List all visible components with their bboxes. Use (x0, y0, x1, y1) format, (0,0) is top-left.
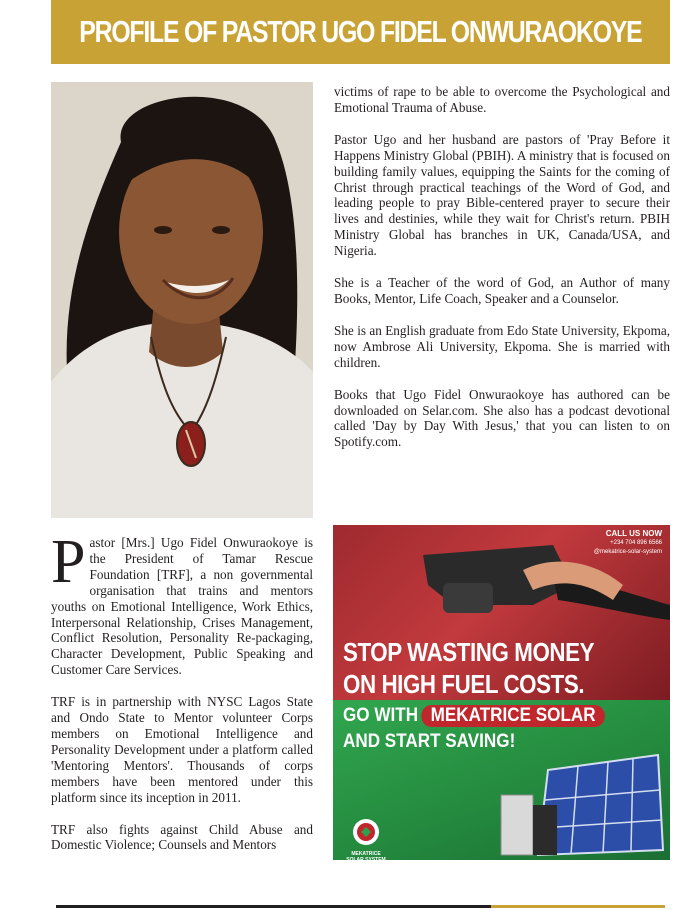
paragraph: Books that Ugo Fidel Onwuraokoye has authored can be downloaded on Selar.com. She also has a podcast devotional called 'Day by Day With Jesus,' that you can listen to on Spotify.com. (334, 386, 670, 450)
call-us-label: CALL US NOW (605, 529, 662, 538)
footer-rule-dark (56, 905, 491, 908)
right-text-column (334, 84, 670, 466)
paragraph: TRF also fights against Child Abuse and Domestic Violence; Counsels and Mentors (51, 821, 313, 853)
intro-text: astor [Mrs.] Ugo Fidel Onwuraokoye is the President of Tamar Rescue Foundation [TRF], a non governmental organisation that trains and mentors youths on Emotional Intelligence, Work Ethics, Interpersonal Relationship, Crises Management, Conflict Resolution, Personality Re-packaging, Character Development, Public Speaking and Customer Care Services. (51, 535, 313, 678)
go-with-text: GO WITH (343, 705, 419, 726)
logo-line2: SOLAR SYSTEM (346, 857, 386, 860)
title-banner (51, 0, 670, 64)
page-title: PROFILE OF PASTOR UGO FIDEL ONWURAOKOYE (79, 14, 642, 49)
paragraph: She is a Teacher of the word of God, an Author of many Books, Mentor, Life Coach, Speaker and a Counselor. (334, 275, 670, 306)
brand-pill: MEKATRICE SOLAR (422, 705, 605, 727)
paragraph: She is an English graduate from Edo State University, Ekpoma, now Ambrose Ali University, Ekpoma. She is married with children. (334, 322, 670, 370)
mekatrice-logo-icon (352, 818, 380, 846)
phone-number: +234 704 896 6566 (610, 540, 662, 546)
mekatrice-solar-advert[interactable] (333, 525, 670, 860)
logo-line1: MEKATRICE (351, 851, 381, 857)
ad-fuel-panel (333, 525, 670, 700)
go-with-line (343, 705, 605, 727)
left-text-column (51, 528, 313, 869)
ad-solar-panel (333, 700, 670, 860)
intro-paragraph (51, 528, 313, 678)
paragraph: TRF is in partnership with NYSC Lagos State and Ondo State to Mentor volunteer Corps members on Emotional Intelligence and Personality Development under a platform called 'Mentoring Mentors'. Thousands of corps members have been mentored under this platform since its inception in 2011. (51, 694, 313, 805)
pastor-portrait-photo (51, 82, 313, 518)
drop-cap: P (51, 528, 86, 596)
mekatrice-logo (345, 818, 387, 860)
social-handle: @mekatrice-solar-system (593, 549, 662, 555)
paragraph: victims of rape to be able to overcome the Psychological and Emotional Trauma of Abuse. (334, 84, 670, 115)
ad-headline-line1: STOP WASTING MONEY (343, 637, 595, 667)
paragraph: Pastor Ugo and her husband are pastors of 'Pray Before it Happens Ministry Global (PBIH). A ministry that is focused on building family values, equipping the Saints for the coming of Christ through practical teachings of the Word of God, and leading people to pray Bible-centered prayer to secure their lives and destinies, while they wait for Christ's return. PBIH Ministry Global has branches in UK, Canada/USA, and Nigeria. (334, 131, 670, 259)
start-saving-line: AND START SAVING! (343, 731, 516, 752)
footer-rule-gold (491, 905, 665, 908)
ad-headline-line2: ON HIGH FUEL COSTS. (343, 669, 585, 699)
